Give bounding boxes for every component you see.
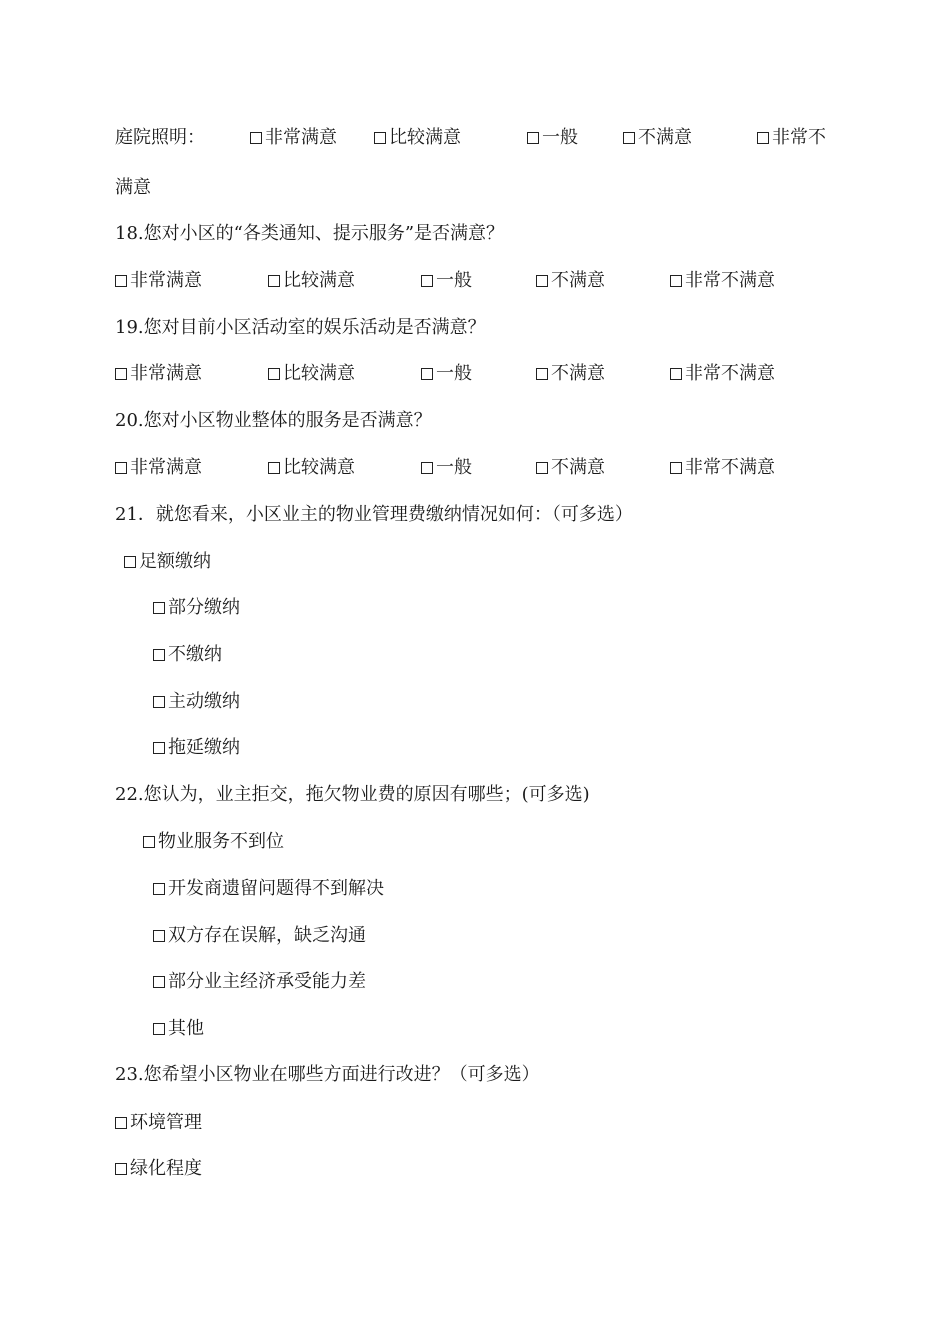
option-very-unsatisfied[interactable]: 非常不满意 — [670, 362, 775, 386]
checkbox[interactable] — [143, 836, 155, 848]
checkbox[interactable] — [153, 649, 165, 661]
option-unsatisfied[interactable]: 不满意 — [623, 126, 692, 150]
option-very-satisfied[interactable]: 非常满意 — [250, 126, 337, 150]
option-very-satisfied[interactable]: 非常满意 — [115, 362, 202, 386]
option-fairly-satisfied[interactable]: 比较满意 — [268, 456, 355, 480]
checkbox[interactable] — [268, 462, 280, 474]
courtyard-lighting-label: 庭院照明： — [115, 127, 205, 148]
checkbox[interactable] — [115, 462, 127, 474]
option-unsatisfied[interactable]: 不满意 — [536, 269, 605, 293]
option-unsatisfied[interactable]: 不满意 — [536, 362, 605, 386]
option-fairly-satisfied[interactable]: 比较满意 — [268, 362, 355, 386]
checkbox[interactable] — [670, 462, 682, 474]
checkbox[interactable] — [153, 742, 165, 754]
checkbox[interactable] — [374, 132, 386, 144]
checkbox[interactable] — [268, 275, 280, 287]
question-19: 19.您对目前小区活动室的娱乐活动是否满意？ — [115, 317, 486, 338]
checkbox[interactable] — [421, 462, 433, 474]
question-23: 23.您希望小区物业在哪些方面进行改进？（可多选） — [115, 1064, 540, 1085]
question-21: 21．就您看来，小区业主的物业管理费缴纳情况如何：（可多选） — [115, 504, 633, 525]
checkbox[interactable] — [153, 1023, 165, 1035]
checkbox[interactable] — [623, 132, 635, 144]
option-poor-service[interactable]: 物业服务不到位 — [143, 830, 284, 854]
option-misunderstanding[interactable]: 双方存在误解，缺乏沟通 — [153, 924, 366, 948]
checkbox[interactable] — [757, 132, 769, 144]
option-partial-payment[interactable]: 部分缴纳 — [153, 596, 240, 620]
option-unsatisfied[interactable]: 不满意 — [536, 456, 605, 480]
checkbox[interactable] — [124, 556, 136, 568]
option-other[interactable]: 其他 — [153, 1017, 204, 1041]
option-average[interactable]: 一般 — [421, 269, 472, 293]
checkbox[interactable] — [153, 930, 165, 942]
checkbox[interactable] — [421, 368, 433, 380]
checkbox[interactable] — [153, 976, 165, 988]
option-average[interactable]: 一般 — [421, 456, 472, 480]
checkbox[interactable] — [527, 132, 539, 144]
checkbox[interactable] — [250, 132, 262, 144]
option-economic-hardship[interactable]: 部分业主经济承受能力差 — [153, 970, 366, 994]
checkbox[interactable] — [153, 696, 165, 708]
question-20: 20.您对小区物业整体的服务是否满意？ — [115, 410, 432, 431]
option-fairly-satisfied[interactable]: 比较满意 — [374, 126, 461, 150]
checkbox[interactable] — [536, 368, 548, 380]
option-greening[interactable]: 绿化程度 — [115, 1157, 202, 1181]
option-average[interactable]: 一般 — [421, 362, 472, 386]
checkbox[interactable] — [115, 1163, 127, 1175]
checkbox[interactable] — [115, 275, 127, 287]
option-average[interactable]: 一般 — [527, 126, 578, 150]
option-very-satisfied[interactable]: 非常满意 — [115, 456, 202, 480]
option-very-unsatisfied[interactable]: 非常不满意 — [670, 269, 775, 293]
question-22: 22.您认为，业主拒交，拖欠物业费的原因有哪些；(可多选) — [115, 784, 590, 805]
checkbox[interactable] — [268, 368, 280, 380]
checkbox[interactable] — [115, 368, 127, 380]
option-no-payment[interactable]: 不缴纳 — [153, 643, 222, 667]
option-full-payment[interactable]: 足额缴纳 — [124, 550, 211, 574]
option-active-payment[interactable]: 主动缴纳 — [153, 690, 240, 714]
option-developer-issues[interactable]: 开发商遗留问题得不到解决 — [153, 877, 384, 901]
option-fairly-satisfied[interactable]: 比较满意 — [268, 269, 355, 293]
checkbox[interactable] — [153, 883, 165, 895]
checkbox[interactable] — [670, 275, 682, 287]
option-environment-management[interactable]: 环境管理 — [115, 1111, 202, 1135]
option-very-unsatisfied[interactable]: 非常不 — [757, 126, 826, 150]
courtyard-lighting-wrap: 满意 — [115, 177, 151, 198]
checkbox[interactable] — [115, 1117, 127, 1129]
question-18: 18.您对小区的“各类通知、提示服务”是否满意？ — [115, 223, 505, 244]
checkbox[interactable] — [536, 462, 548, 474]
checkbox[interactable] — [670, 368, 682, 380]
option-very-satisfied[interactable]: 非常满意 — [115, 269, 202, 293]
option-delayed-payment[interactable]: 拖延缴纳 — [153, 736, 240, 760]
checkbox[interactable] — [421, 275, 433, 287]
checkbox[interactable] — [153, 602, 165, 614]
option-very-unsatisfied[interactable]: 非常不满意 — [670, 456, 775, 480]
checkbox[interactable] — [536, 275, 548, 287]
